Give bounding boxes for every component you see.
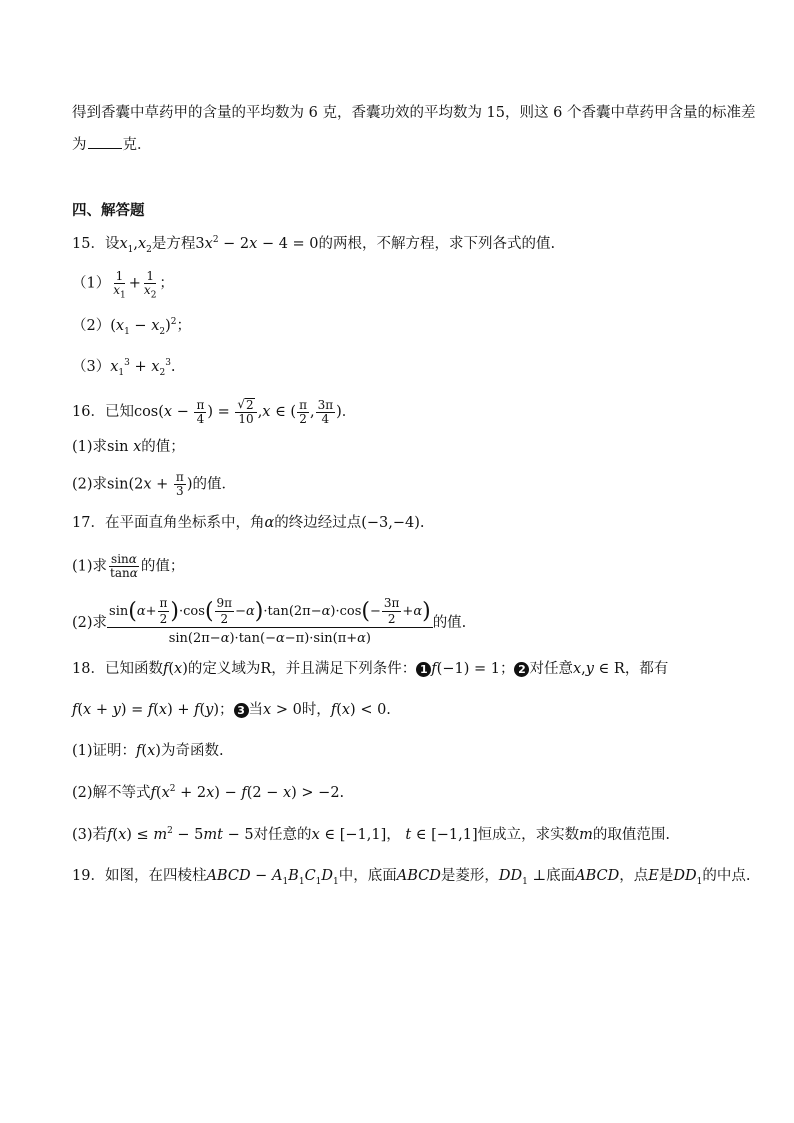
q15-part-2: $(2)(x_1 - x_2)^2$；	[72, 317, 192, 337]
q18-part-2: (2)解不等式$f(x^2 + 2x) - f(2 - x) > -2$.	[72, 784, 345, 801]
section-title: 四、解答题	[72, 202, 145, 219]
intro-line-2: 为 克．	[72, 134, 152, 155]
q17-stem: 17．在平面直角坐标系中，角α的终边经过点(−3,−4).	[72, 515, 425, 531]
q16-part-2: (2)求sin(2x + $\frac{\pi}{3}$ )的值．	[72, 470, 236, 498]
q15-stem: 15．设$x_1,x_2$是方程$3x^2 - 2x - 4 = 0$的两根，不解方程，求下列各式的值.	[72, 235, 556, 255]
q18-part-1: (1)证明：f(x)为奇函数.	[72, 743, 224, 759]
q15-part-3: $(3)x_1^3 + x_2^3$.	[72, 358, 176, 378]
intro-text: 得到香囊中草药甲的含量的平均数为 6 克，香囊功效的平均数为 15，则这 6 个香囊中草药甲含量的标准差	[72, 105, 756, 121]
q19-stem: 19．如图，在四棱柱ABCD − $A_1B_1C_1D_1$中，底面ABCD是菱形，$DD_1$ ⊥底面ABCD，点E是$DD_1$的中点.	[72, 868, 751, 887]
q16-stem: 16．已知cos(x − $\frac{\pi}{4}$ ) = √ 2 10 ,x ∈ ( $\frac{\pi}{2}$ , $\frac{3\pi}{4}$ )．	[72, 397, 357, 426]
q18-stem-cont: f(x + y) = f(x) + f(y)； 3 当x > 0时，f(x) < 0.	[72, 702, 391, 718]
q18-stem: 18．已知函数f(x)的定义域为R，并且满足下列条件： 1 f(−1) = 1； 2 对任意x,y ∈ R，都有	[72, 661, 669, 677]
q16-part-1: (1)求sin x的值；	[72, 439, 185, 455]
answer-blank	[88, 134, 122, 149]
q15-part-1: （1） $\frac{1}{x_1}$ + $\frac{1}{x_2}$ ；	[72, 269, 174, 301]
intro-line-1	[72, 103, 755, 123]
q18-part-3: (3)若$f(x) \le m^2 - 5mt - 5$对任意的x ∈ [−1,1]， t ∈ [−1,1]恒成立，求实数m的取值范围.	[72, 826, 671, 843]
q17-part-2: (2)求 sin ( α + $\frac{\pi}{2}$ ) ·cos ( $\frac{9\pi}{2}$ − α ) ·tan(2π− α )·cos ( − $\frac{3\pi}{2}$ + α ) sin(2π−α)·tan(−α−π)·sin(π+α) 的值.	[72, 596, 467, 646]
q17-part-1: (1)求 $\frac{\sin\alpha}{\tan\alpha}$ 的值；	[72, 552, 185, 580]
